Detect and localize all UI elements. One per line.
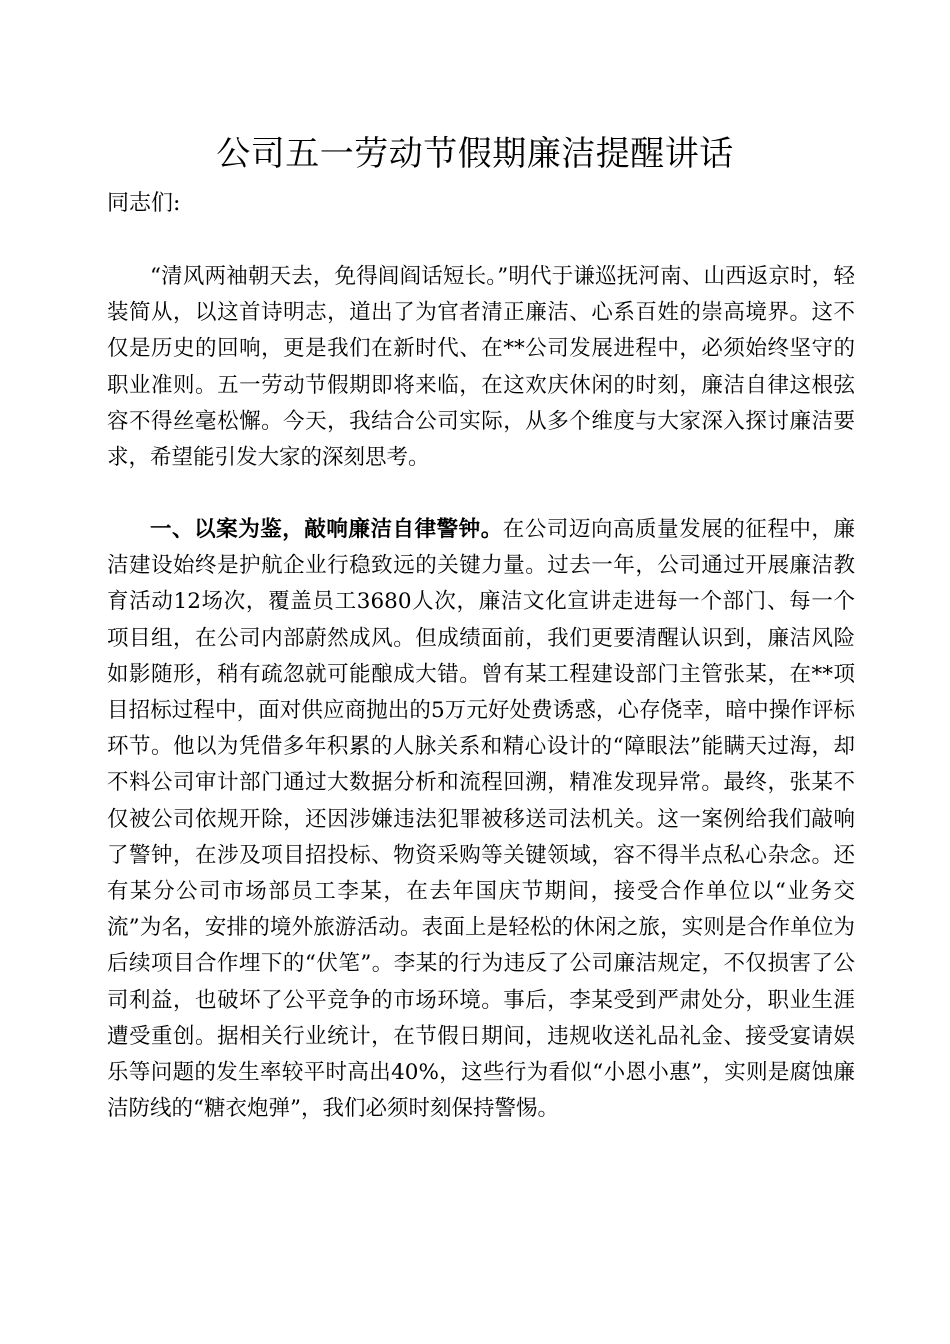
paragraph-text: “清风两袖朝天去，免得闾阎话短长。”明代于谦巡抚河南、山西返京时，轻装简从，以这首诗明志，道出了为官者清正廉洁、心系百姓的崇高境界。这不仅是历史的回响，更是我们在新时代、在**公司发展进程中，必须始终坚守的职业准则。五一劳动节假期即将来临，在这欢庆休闲的时刻，廉洁自律这根弦容不得丝毫松懈。今天，我结合公司实际，从多个维度与大家深入探讨廉洁要求，希望能引发大家的深刻思考。 [107,264,855,471]
section-heading: 一、以案为鉴，敲响廉洁自律警钟。 [150,517,503,542]
paragraph-text: 在公司迈向高质量发展的征程中，廉洁建设始终是护航企业行稳致远的关键力量。过去一年，公司通过开展廉洁教育活动12场次，覆盖员工3680人次，廉洁文化宣讲走进每一个部门、每一个项目组，在公司内部蔚然成风。但成绩面前，我们更要清醒认识到，廉洁风险如影随形，稍有疏忽就可能酿成大错。曾有某工程建设部门主管张某，在**项目招标过程中，面对供应商抛出的5万元好处费诱惑，心存侥幸，暗中操作评标环节。他以为凭借多年积累的人脉关系和精心设计的“障眼法”能瞒天过海，却不料公司审计部门通过大数据分析和流程回溯，精准发现异常。最终，张某不仅被公司依规开除，还因涉嫌违法犯罪被移送司法机关。这一案例给我们敲响了警钟，在涉及项目招投标、物资采购等关键领域，容不得半点私心杂念。还有某分公司市场部员工李某，在去年国庆节期间，接受合作单位以“业务交流”为名，安排的境外旅游活动。表面上是轻松的休闲之旅，实则是合作单位为后续项目合作埋下的“伏笔”。李某的行为违反了公司廉洁规定，不仅损害了公司利益，也破坏了公平竞争的市场环境。事后，李某受到严肃处分，职业生涯遭受重创。据相关行业统计，在节假日期间，违规收送礼品礼金、接受宴请娱乐等问题的发生率较平时高出40%，这些行为看似“小恩小惠”，实则是腐蚀廉洁防线的“糖衣炮弹”，我们必须时刻保持警惕。 [107,517,855,1122]
document-title: 公司五一劳动节假期廉洁提醒讲话 [216,134,734,174]
paragraph-intro [107,259,855,476]
paragraph-section-1 [107,512,855,1127]
salutation: 同志们: [107,191,181,216]
